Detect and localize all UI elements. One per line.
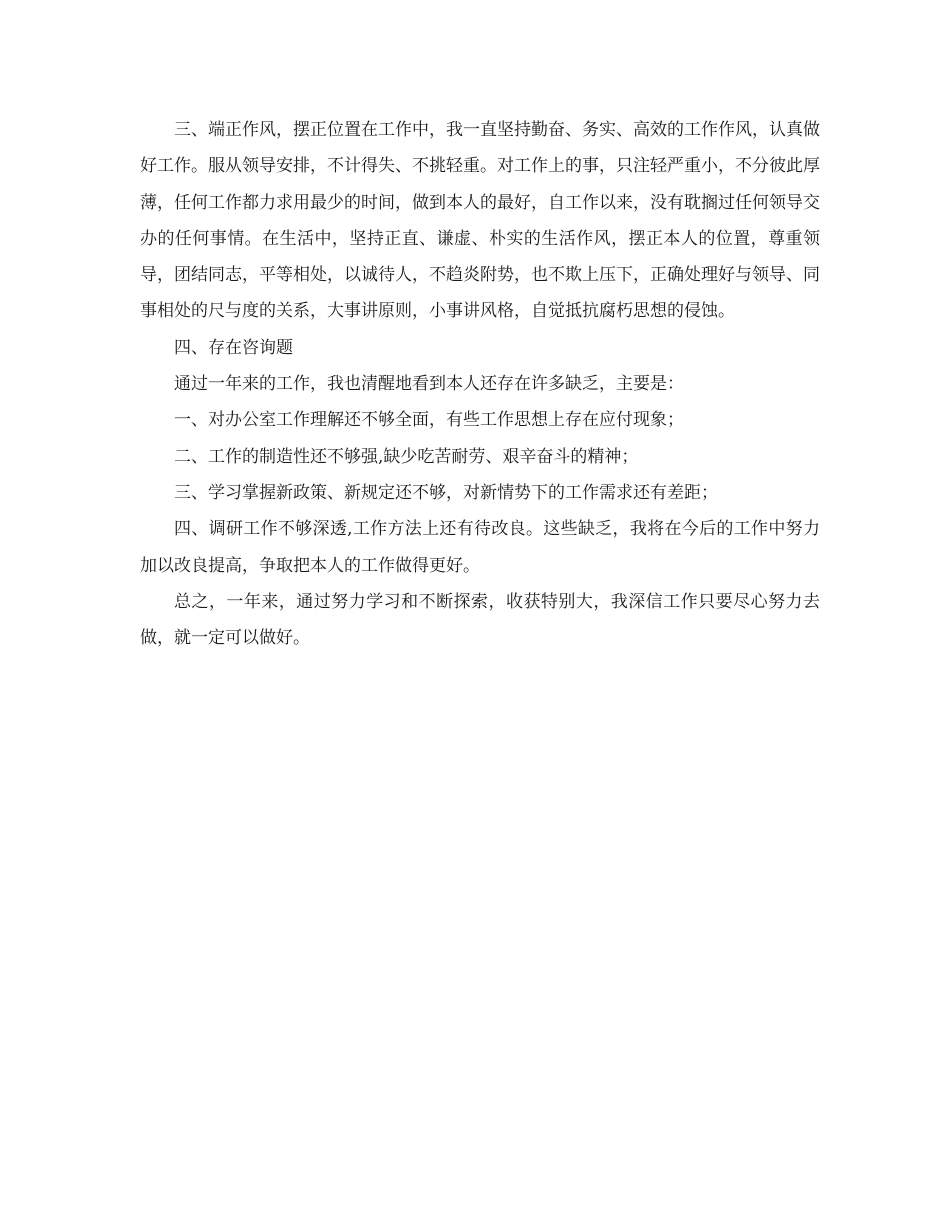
paragraph-problem-4: 四、调研工作不够深透,工作方法上还有待改良。这些缺乏，我将在今后的工作中努力加以改良提高，争取把本人的工作做得更好。	[140, 519, 820, 576]
paragraph-problem-2: 二、工作的制造性还不够强,缺少吃苦耐劳、艰辛奋斗的精神；	[174, 446, 639, 467]
paragraph-problems-intro: 通过一年来的工作，我也清醒地看到本人还存在许多缺乏，主要是：	[174, 374, 684, 395]
paragraph-problem-1: 一、对办公室工作理解还不够全面，有些工作思想上存在应付现象；	[174, 410, 684, 431]
paragraph-conclusion: 总之，一年来，通过努力学习和不断探索，收获特别大，我深信工作只要尽心努力去做，就一定可以做好。	[140, 591, 820, 649]
document-body	[140, 112, 820, 656]
paragraph-work-style: 三、端正作风，摆正位置在工作中，我一直坚持勤奋、务实、高效的工作作风，认真做好工作。服从领导安排，不计得失、不挑轻重。对工作上的事，只注轻严重小，不分彼此厚薄，任何工作都力求用最少的时间，做到本人的最好，自工作以来，没有耽搁过任何领导交办的任何事情。在生活中，坚持正直、谦虚、朴实的生活作风，摆正本人的位置，尊重领导，团结同志，平等相处，以诚待人，不趋炎附势，也不欺上压下，正确处理好与领导、同事相处的尺与度的关系，大事讲原则，小事讲风格，自觉抵抗腐朽思想的侵蚀。	[140, 120, 820, 322]
paragraph-problem-3: 三、学习掌握新政策、新规定还不够，对新情势下的工作需求还有差距；	[174, 482, 718, 503]
paragraph-section-heading-problems: 四、存在咨询题	[174, 337, 293, 358]
